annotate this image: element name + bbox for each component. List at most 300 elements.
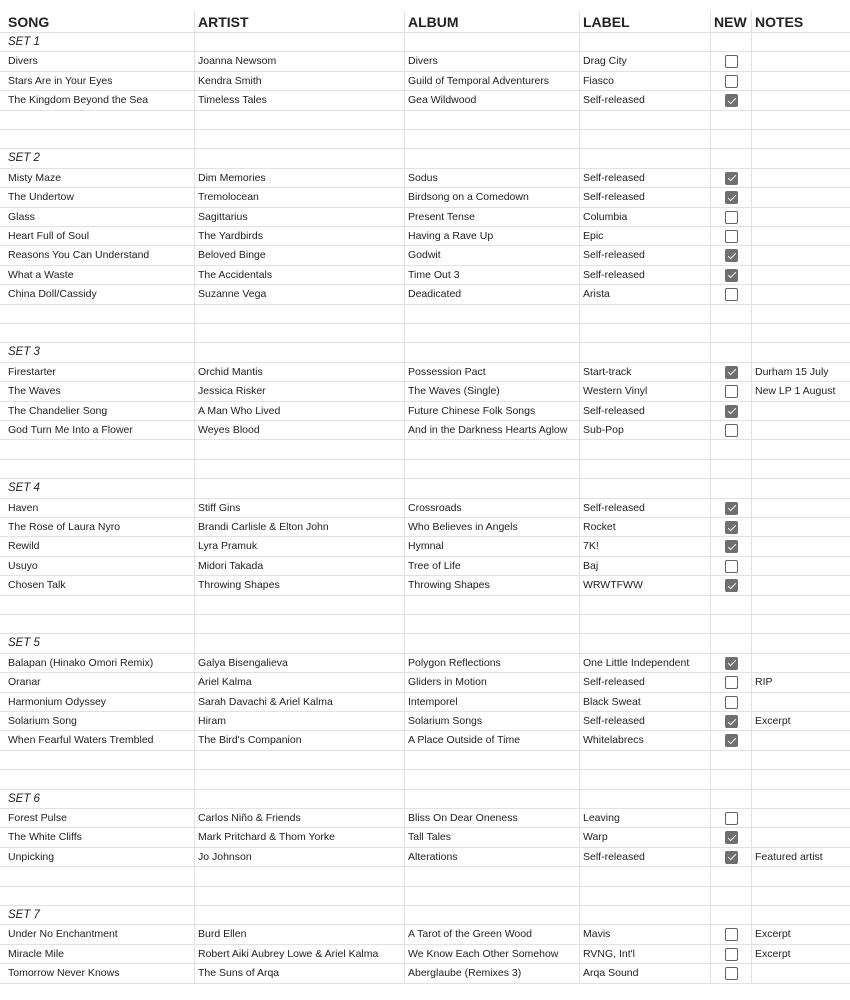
label-cell[interactable]: Arista <box>579 285 710 303</box>
album-cell[interactable]: Solarium Songs <box>404 712 579 730</box>
empty-cell[interactable] <box>194 596 404 614</box>
label-cell[interactable]: Mavis <box>579 925 710 943</box>
artist-cell[interactable]: Kendra Smith <box>194 72 404 90</box>
checkbox-checked-icon[interactable] <box>725 366 738 379</box>
column-header-album[interactable]: ALBUM <box>404 11 579 32</box>
album-cell[interactable]: Sodus <box>404 169 579 187</box>
empty-cell[interactable] <box>751 751 850 769</box>
empty-cell[interactable] <box>751 33 850 51</box>
album-cell[interactable]: Tree of Life <box>404 557 579 575</box>
notes-cell[interactable] <box>751 576 850 594</box>
empty-cell[interactable] <box>751 343 850 361</box>
album-cell[interactable]: Divers <box>404 52 579 70</box>
checkbox-checked-icon[interactable] <box>725 579 738 592</box>
empty-cell[interactable] <box>710 906 751 924</box>
label-cell[interactable]: Self-released <box>579 673 710 691</box>
song-cell[interactable]: Chosen Talk <box>8 579 66 592</box>
empty-cell[interactable] <box>751 906 850 924</box>
label-cell[interactable]: Western Vinyl <box>579 382 710 400</box>
empty-cell[interactable] <box>404 149 579 167</box>
checkbox-unchecked-icon[interactable] <box>725 676 738 689</box>
checkbox-checked-icon[interactable] <box>725 831 738 844</box>
empty-cell[interactable] <box>751 460 850 478</box>
label-cell[interactable]: Self-released <box>579 91 710 109</box>
notes-cell[interactable] <box>751 169 850 187</box>
empty-cell[interactable] <box>0 111 194 129</box>
album-cell[interactable]: Godwit <box>404 246 579 264</box>
empty-cell[interactable] <box>579 906 710 924</box>
empty-cell[interactable] <box>194 343 404 361</box>
empty-cell[interactable] <box>0 867 194 885</box>
checkbox-unchecked-icon[interactable] <box>725 424 738 437</box>
label-cell[interactable]: Start-track <box>579 363 710 381</box>
checkbox-unchecked-icon[interactable] <box>725 230 738 243</box>
label-cell[interactable]: Columbia <box>579 208 710 226</box>
artist-cell[interactable]: Beloved Binge <box>194 246 404 264</box>
album-cell[interactable]: A Tarot of the Green Wood <box>404 925 579 943</box>
label-cell[interactable]: Black Sweat <box>579 693 710 711</box>
song-cell[interactable]: The Waves <box>8 385 61 398</box>
song-cell[interactable]: Oranar <box>8 676 41 689</box>
song-cell[interactable]: Forest Pulse <box>8 812 67 824</box>
empty-cell[interactable] <box>751 324 850 342</box>
empty-cell[interactable] <box>194 460 404 478</box>
album-cell[interactable]: Who Believes in Angels <box>404 518 579 536</box>
label-cell[interactable]: Self-released <box>579 499 710 517</box>
checkbox-unchecked-icon[interactable] <box>725 75 738 88</box>
checkbox-checked-icon[interactable] <box>725 521 738 534</box>
artist-cell[interactable]: Dim Memories <box>194 169 404 187</box>
empty-cell[interactable] <box>579 149 710 167</box>
column-header-notes[interactable]: NOTES <box>751 11 850 32</box>
song-cell[interactable]: Miracle Mile <box>8 947 65 960</box>
checkbox-unchecked-icon[interactable] <box>725 948 738 961</box>
notes-cell[interactable] <box>751 208 850 226</box>
song-cell[interactable]: The White Cliffs <box>8 831 82 844</box>
artist-cell[interactable]: Jo Johnson <box>194 848 404 866</box>
empty-cell[interactable] <box>579 343 710 361</box>
empty-cell[interactable] <box>579 634 710 652</box>
empty-cell[interactable] <box>710 479 751 497</box>
empty-cell[interactable] <box>194 149 404 167</box>
empty-cell[interactable] <box>0 615 194 633</box>
empty-cell[interactable] <box>404 867 579 885</box>
empty-cell[interactable] <box>0 596 194 614</box>
album-cell[interactable]: Alterations <box>404 848 579 866</box>
checkbox-checked-icon[interactable] <box>725 657 738 670</box>
album-cell[interactable]: A Place Outside of Time <box>404 731 579 749</box>
label-cell[interactable]: Rocket <box>579 518 710 536</box>
empty-cell[interactable] <box>404 33 579 51</box>
empty-cell[interactable] <box>0 751 194 769</box>
label-cell[interactable]: Whitelabrecs <box>579 731 710 749</box>
album-cell[interactable]: Throwing Shapes <box>404 576 579 594</box>
song-cell[interactable]: Heart Full of Soul <box>8 230 90 242</box>
song-cell[interactable]: Rewild <box>8 540 40 553</box>
empty-cell[interactable] <box>0 130 194 148</box>
set-title[interactable]: SET 3 <box>8 346 40 359</box>
notes-cell[interactable]: Featured artist <box>751 848 850 866</box>
artist-cell[interactable]: Weyes Blood <box>194 421 404 439</box>
empty-cell[interactable] <box>194 867 404 885</box>
checkbox-checked-icon[interactable] <box>725 734 738 747</box>
checkbox-checked-icon[interactable] <box>725 502 738 515</box>
notes-cell[interactable] <box>751 72 850 90</box>
notes-cell[interactable] <box>751 246 850 264</box>
label-cell[interactable]: Self-released <box>579 169 710 187</box>
notes-cell[interactable] <box>751 693 850 711</box>
label-cell[interactable]: WRWTFWW <box>579 576 710 594</box>
empty-cell[interactable] <box>710 460 751 478</box>
empty-cell[interactable] <box>751 615 850 633</box>
label-cell[interactable]: 7K! <box>579 537 710 555</box>
checkbox-unchecked-icon[interactable] <box>725 55 738 68</box>
notes-cell[interactable] <box>751 266 850 284</box>
album-cell[interactable]: Guild of Temporal Adventurers <box>404 72 579 90</box>
album-cell[interactable]: Possession Pact <box>404 363 579 381</box>
empty-cell[interactable] <box>404 130 579 148</box>
notes-cell[interactable] <box>751 499 850 517</box>
empty-cell[interactable] <box>710 887 751 905</box>
empty-cell[interactable] <box>194 906 404 924</box>
album-cell[interactable]: Future Chinese Folk Songs <box>404 402 579 420</box>
empty-cell[interactable] <box>579 130 710 148</box>
notes-cell[interactable] <box>751 654 850 672</box>
label-cell[interactable]: Self-released <box>579 712 710 730</box>
empty-cell[interactable] <box>710 130 751 148</box>
checkbox-unchecked-icon[interactable] <box>725 696 738 709</box>
empty-cell[interactable] <box>579 751 710 769</box>
album-cell[interactable]: Having a Rave Up <box>404 227 579 245</box>
empty-cell[interactable] <box>710 149 751 167</box>
empty-cell[interactable] <box>751 111 850 129</box>
label-cell[interactable]: Arqa Sound <box>579 964 710 982</box>
empty-cell[interactable] <box>751 770 850 788</box>
empty-cell[interactable] <box>404 770 579 788</box>
empty-cell[interactable] <box>404 440 579 458</box>
album-cell[interactable]: The Waves (Single) <box>404 382 579 400</box>
checkbox-checked-icon[interactable] <box>725 269 738 282</box>
song-cell[interactable]: What a Waste <box>8 268 74 281</box>
empty-cell[interactable] <box>751 440 850 458</box>
album-cell[interactable]: Gea Wildwood <box>404 91 579 109</box>
label-cell[interactable]: Fiasco <box>579 72 710 90</box>
empty-cell[interactable] <box>751 634 850 652</box>
song-cell[interactable]: When Fearful Waters Trembled <box>8 734 154 747</box>
album-cell[interactable]: Birdsong on a Comedown <box>404 188 579 206</box>
empty-cell[interactable] <box>751 790 850 808</box>
notes-cell[interactable] <box>751 731 850 749</box>
song-cell[interactable]: The Undertow <box>8 191 74 204</box>
song-cell[interactable]: Reasons You Can Understand <box>8 249 150 262</box>
label-cell[interactable]: Self-released <box>579 246 710 264</box>
empty-cell[interactable] <box>710 305 751 323</box>
label-cell[interactable]: Warp <box>579 828 710 846</box>
empty-cell[interactable] <box>404 634 579 652</box>
checkbox-checked-icon[interactable] <box>725 249 738 262</box>
label-cell[interactable]: Drag City <box>579 52 710 70</box>
notes-cell[interactable] <box>751 52 850 70</box>
notes-cell[interactable] <box>751 402 850 420</box>
checkbox-unchecked-icon[interactable] <box>725 288 738 301</box>
song-cell[interactable]: Stars Are in Your Eyes <box>8 74 113 87</box>
empty-cell[interactable] <box>194 305 404 323</box>
empty-cell[interactable] <box>0 770 194 788</box>
album-cell[interactable]: Gliders in Motion <box>404 673 579 691</box>
notes-cell[interactable]: New LP 1 August <box>751 382 850 400</box>
empty-cell[interactable] <box>710 33 751 51</box>
checkbox-checked-icon[interactable] <box>725 851 738 864</box>
set-title[interactable]: SET 1 <box>8 36 40 48</box>
artist-cell[interactable]: Ariel Kalma <box>194 673 404 691</box>
empty-cell[interactable] <box>710 343 751 361</box>
checkbox-unchecked-icon[interactable] <box>725 812 738 825</box>
empty-cell[interactable] <box>0 887 194 905</box>
song-cell[interactable]: God Turn Me Into a Flower <box>8 424 133 436</box>
artist-cell[interactable]: A Man Who Lived <box>194 402 404 420</box>
empty-cell[interactable] <box>194 324 404 342</box>
song-cell[interactable]: Unpicking <box>8 850 55 863</box>
empty-cell[interactable] <box>751 887 850 905</box>
artist-cell[interactable]: Jessica Risker <box>194 382 404 400</box>
empty-cell[interactable] <box>579 460 710 478</box>
notes-cell[interactable] <box>751 285 850 303</box>
song-cell[interactable]: Glass <box>8 210 35 223</box>
artist-cell[interactable]: Carlos Niño & Friends <box>194 809 404 827</box>
column-header-new[interactable]: NEW <box>710 11 751 32</box>
empty-cell[interactable] <box>194 770 404 788</box>
song-cell[interactable]: China Doll/Cassidy <box>8 288 97 301</box>
notes-cell[interactable] <box>751 537 850 555</box>
checkbox-checked-icon[interactable] <box>725 191 738 204</box>
label-cell[interactable]: Leaving <box>579 809 710 827</box>
artist-cell[interactable]: Mark Pritchard & Thom Yorke <box>194 828 404 846</box>
label-cell[interactable]: Self-released <box>579 848 710 866</box>
album-cell[interactable]: We Know Each Other Somehow <box>404 945 579 963</box>
empty-cell[interactable] <box>194 33 404 51</box>
label-cell[interactable]: Self-released <box>579 188 710 206</box>
empty-cell[interactable] <box>579 867 710 885</box>
song-cell[interactable]: Firestarter <box>8 365 56 378</box>
empty-cell[interactable] <box>710 634 751 652</box>
set-title[interactable]: SET 6 <box>8 792 40 805</box>
album-cell[interactable]: Deadicated <box>404 285 579 303</box>
empty-cell[interactable] <box>404 887 579 905</box>
empty-cell[interactable] <box>404 343 579 361</box>
empty-cell[interactable] <box>0 305 194 323</box>
empty-cell[interactable] <box>404 906 579 924</box>
empty-cell[interactable] <box>194 751 404 769</box>
empty-cell[interactable] <box>579 596 710 614</box>
empty-cell[interactable] <box>194 130 404 148</box>
song-cell[interactable]: Under No Enchantment <box>8 928 118 941</box>
artist-cell[interactable]: Lyra Pramuk <box>194 537 404 555</box>
checkbox-unchecked-icon[interactable] <box>725 385 738 398</box>
set-title[interactable]: SET 2 <box>8 152 40 165</box>
empty-cell[interactable] <box>579 440 710 458</box>
empty-cell[interactable] <box>404 596 579 614</box>
empty-cell[interactable] <box>404 615 579 633</box>
empty-cell[interactable] <box>194 111 404 129</box>
label-cell[interactable]: Sub-Pop <box>579 421 710 439</box>
set-title[interactable]: SET 7 <box>8 909 40 921</box>
empty-cell[interactable] <box>404 324 579 342</box>
notes-cell[interactable] <box>751 828 850 846</box>
notes-cell[interactable] <box>751 188 850 206</box>
set-title[interactable]: SET 4 <box>8 482 40 495</box>
column-header-label[interactable]: LABEL <box>579 11 710 32</box>
empty-cell[interactable] <box>404 479 579 497</box>
checkbox-checked-icon[interactable] <box>725 405 738 418</box>
empty-cell[interactable] <box>751 149 850 167</box>
label-cell[interactable]: Self-released <box>579 402 710 420</box>
empty-cell[interactable] <box>194 440 404 458</box>
artist-cell[interactable]: Brandi Carlisle & Elton John <box>194 518 404 536</box>
song-cell[interactable]: Divers <box>8 55 38 68</box>
notes-cell[interactable] <box>751 518 850 536</box>
artist-cell[interactable]: Timeless Tales <box>194 91 404 109</box>
empty-cell[interactable] <box>579 479 710 497</box>
artist-cell[interactable]: Tremolocean <box>194 188 404 206</box>
empty-cell[interactable] <box>0 460 194 478</box>
artist-cell[interactable]: Suzanne Vega <box>194 285 404 303</box>
song-cell[interactable]: Balapan (Hinako Omori Remix) <box>8 656 154 669</box>
album-cell[interactable]: Aberglaube (Remixes 3) <box>404 964 579 982</box>
notes-cell[interactable] <box>751 964 850 982</box>
empty-cell[interactable] <box>579 305 710 323</box>
album-cell[interactable]: Hymnal <box>404 537 579 555</box>
empty-cell[interactable] <box>194 887 404 905</box>
empty-cell[interactable] <box>751 867 850 885</box>
song-cell[interactable]: The Rose of Laura Nyro <box>8 521 121 533</box>
column-header-song[interactable]: SONG <box>8 14 50 30</box>
album-cell[interactable]: Present Tense <box>404 208 579 226</box>
empty-cell[interactable] <box>404 751 579 769</box>
empty-cell[interactable] <box>404 790 579 808</box>
artist-cell[interactable]: Joanna Newsom <box>194 52 404 70</box>
artist-cell[interactable]: Sagittarius <box>194 208 404 226</box>
empty-cell[interactable] <box>579 790 710 808</box>
song-cell[interactable]: The Chandelier Song <box>8 404 108 417</box>
empty-cell[interactable] <box>404 305 579 323</box>
artist-cell[interactable]: Stiff Gins <box>194 499 404 517</box>
notes-cell[interactable] <box>751 809 850 827</box>
album-cell[interactable]: Polygon Reflections <box>404 654 579 672</box>
album-cell[interactable]: Bliss On Dear Oneness <box>404 809 579 827</box>
empty-cell[interactable] <box>710 751 751 769</box>
empty-cell[interactable] <box>751 130 850 148</box>
album-cell[interactable]: Tall Tales <box>404 828 579 846</box>
column-header-artist[interactable]: ARTIST <box>194 11 404 32</box>
empty-cell[interactable] <box>710 440 751 458</box>
checkbox-unchecked-icon[interactable] <box>725 560 738 573</box>
empty-cell[interactable] <box>751 596 850 614</box>
set-title[interactable]: SET 5 <box>8 637 40 650</box>
song-cell[interactable]: Harmonium Odyssey <box>8 695 107 708</box>
song-cell[interactable]: Usuyo <box>8 559 38 572</box>
empty-cell[interactable] <box>710 790 751 808</box>
empty-cell[interactable] <box>751 305 850 323</box>
artist-cell[interactable]: Burd Ellen <box>194 925 404 943</box>
notes-cell[interactable]: Excerpt <box>751 712 850 730</box>
artist-cell[interactable]: Orchid Mantis <box>194 363 404 381</box>
song-cell[interactable]: Misty Maze <box>8 171 62 184</box>
empty-cell[interactable] <box>710 867 751 885</box>
album-cell[interactable]: Time Out 3 <box>404 266 579 284</box>
checkbox-unchecked-icon[interactable] <box>725 211 738 224</box>
notes-cell[interactable] <box>751 421 850 439</box>
empty-cell[interactable] <box>710 324 751 342</box>
checkbox-checked-icon[interactable] <box>725 172 738 185</box>
empty-cell[interactable] <box>404 111 579 129</box>
empty-cell[interactable] <box>194 615 404 633</box>
artist-cell[interactable]: Sarah Davachi & Ariel Kalma <box>194 693 404 711</box>
checkbox-checked-icon[interactable] <box>725 94 738 107</box>
artist-cell[interactable]: The Suns of Arqa <box>194 964 404 982</box>
empty-cell[interactable] <box>579 887 710 905</box>
artist-cell[interactable]: The Accidentals <box>194 266 404 284</box>
artist-cell[interactable]: Throwing Shapes <box>194 576 404 594</box>
notes-cell[interactable]: RIP <box>751 673 850 691</box>
checkbox-unchecked-icon[interactable] <box>725 967 738 980</box>
song-cell[interactable]: Solarium Song <box>8 715 77 727</box>
checkbox-checked-icon[interactable] <box>725 540 738 553</box>
notes-cell[interactable] <box>751 91 850 109</box>
artist-cell[interactable]: Robert Aiki Aubrey Lowe & Ariel Kalma <box>194 945 404 963</box>
checkbox-checked-icon[interactable] <box>725 715 738 728</box>
label-cell[interactable]: RVNG, Int'l <box>579 945 710 963</box>
empty-cell[interactable] <box>0 324 194 342</box>
label-cell[interactable]: Self-released <box>579 266 710 284</box>
artist-cell[interactable]: The Bird's Companion <box>194 731 404 749</box>
empty-cell[interactable] <box>751 479 850 497</box>
empty-cell[interactable] <box>0 440 194 458</box>
song-cell[interactable]: Tomorrow Never Knows <box>8 967 120 980</box>
song-cell[interactable]: The Kingdom Beyond the Sea <box>8 94 149 107</box>
album-cell[interactable]: Crossroads <box>404 499 579 517</box>
empty-cell[interactable] <box>710 596 751 614</box>
empty-cell[interactable] <box>710 615 751 633</box>
song-cell[interactable]: Haven <box>8 501 39 514</box>
notes-cell[interactable] <box>751 557 850 575</box>
notes-cell[interactable]: Durham 15 July <box>751 363 850 381</box>
empty-cell[interactable] <box>710 111 751 129</box>
album-cell[interactable]: Intemporel <box>404 693 579 711</box>
artist-cell[interactable]: The Yardbirds <box>194 227 404 245</box>
empty-cell[interactable] <box>579 33 710 51</box>
artist-cell[interactable]: Hiram <box>194 712 404 730</box>
empty-cell[interactable] <box>579 615 710 633</box>
empty-cell[interactable] <box>579 111 710 129</box>
notes-cell[interactable]: Excerpt <box>751 925 850 943</box>
artist-cell[interactable]: Galya Bisengalieva <box>194 654 404 672</box>
label-cell[interactable]: Epic <box>579 227 710 245</box>
empty-cell[interactable] <box>579 324 710 342</box>
checkbox-unchecked-icon[interactable] <box>725 928 738 941</box>
empty-cell[interactable] <box>579 770 710 788</box>
artist-cell[interactable]: Midori Takada <box>194 557 404 575</box>
empty-cell[interactable] <box>194 790 404 808</box>
empty-cell[interactable] <box>194 634 404 652</box>
label-cell[interactable]: Baj <box>579 557 710 575</box>
notes-cell[interactable] <box>751 227 850 245</box>
album-cell[interactable]: And in the Darkness Hearts Aglow <box>404 421 579 439</box>
notes-cell[interactable]: Excerpt <box>751 945 850 963</box>
empty-cell[interactable] <box>710 770 751 788</box>
empty-cell[interactable] <box>404 460 579 478</box>
empty-cell[interactable] <box>194 479 404 497</box>
label-cell[interactable]: One Little Independent <box>579 654 710 672</box>
